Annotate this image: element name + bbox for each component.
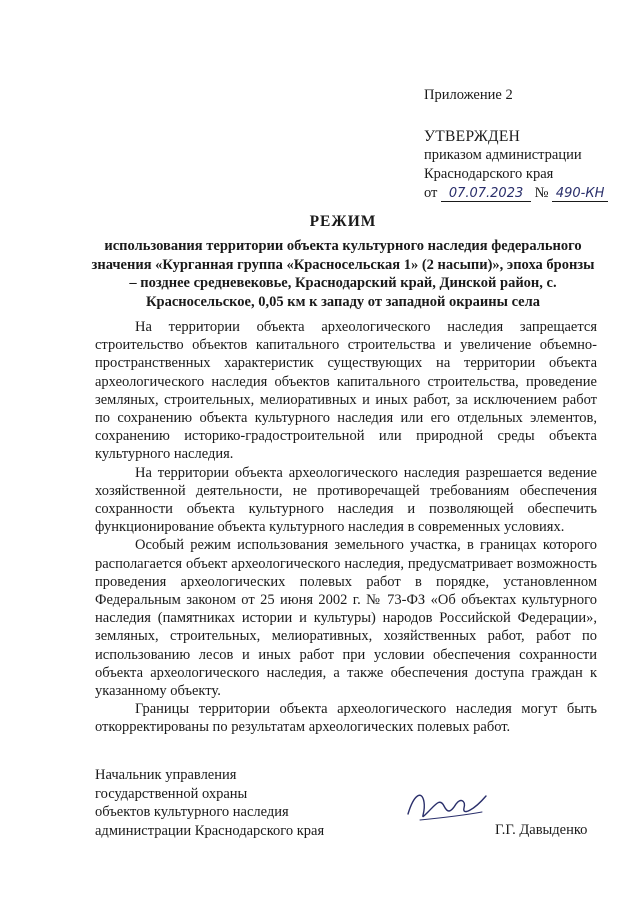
document-title bbox=[88, 213, 598, 311]
approved-heading: УТВЕРЖДЕН bbox=[424, 128, 521, 145]
handwritten-signature bbox=[400, 784, 490, 829]
position-line: государственной охраны bbox=[95, 785, 248, 802]
signatory-position bbox=[95, 766, 355, 840]
appendix-label: Приложение 2 bbox=[424, 87, 513, 103]
signature-block bbox=[95, 766, 595, 856]
body-paragraph: Особый режим использования земельного участка, в границах которого располагается объект археологического наследия, предусматривает возможность проведения археологических полевых работ в порядке, установленном Федеральным законом от 25 июня 2002 г. № 73-ФЗ «Об объектах культурного наследия (памятниках истории и культуры) народов Российской Федерации», земляных, строительных, мелиоративных, хозяйственных работ, работ по использованию лесов и иных работ при условии обеспечения сохранности объекта археологического наследия, а также обеспечения доступа граждан к указанному объекту. bbox=[95, 537, 597, 700]
order-date: 07.07.2023 bbox=[441, 186, 531, 202]
signatory-name: Г.Г. Давыденко bbox=[495, 822, 588, 838]
body-paragraph: На территории объекта археологического наследия разрешается ведение хозяйственной деятельности, не противоречащей требованиям обеспечения сохранности объекта культурного наследия и позволяющей обеспечить функционирование объекта культурного наследия в современных условиях. bbox=[95, 464, 597, 536]
position-line: Начальник управления bbox=[95, 767, 237, 783]
position-line: администрации Краснодарского края bbox=[95, 822, 325, 839]
position-line: объектов культурного наследия bbox=[95, 804, 289, 820]
title-subtitle: использования территории объекта культурного наследия федерального значения «Курганная группа «Красносельская 1» (2 насыпи)», эпоха бронзы – позднее средневековье, Краснодарский край, Динской район, с. Красносельское, 0,05 км к западу от западной окраины села bbox=[91, 238, 595, 310]
number-sign: № bbox=[534, 185, 549, 201]
date-prefix: от bbox=[424, 185, 438, 201]
approval-stamp bbox=[424, 86, 624, 203]
title-regime: РЕЖИМ bbox=[309, 213, 377, 230]
order-line bbox=[424, 184, 624, 203]
body-paragraph: Границы территории объекта археологического наследия могут быть откорректированы по результатам археологических полевых работ. bbox=[95, 701, 597, 736]
document-body bbox=[95, 318, 597, 737]
approved-by-order: приказом администрации bbox=[424, 147, 582, 163]
order-number: 490-КН bbox=[552, 186, 608, 202]
approved-region: Краснодарского края bbox=[424, 166, 554, 182]
body-paragraph: На территории объекта археологического наследия запрещается строительство объектов капитального строительства и увеличение объемно-пространственных характеристик существующих на территории объекта археологического наследия объектов капитального строительства, проведение земляных, строительных, мелиоративных и иных работ, за исключением работ по сохранению объекта культурного наследия или его отдельных элементов, сохранению историко-градостроительной или природной среды объекта культурного наследия. bbox=[95, 319, 597, 463]
